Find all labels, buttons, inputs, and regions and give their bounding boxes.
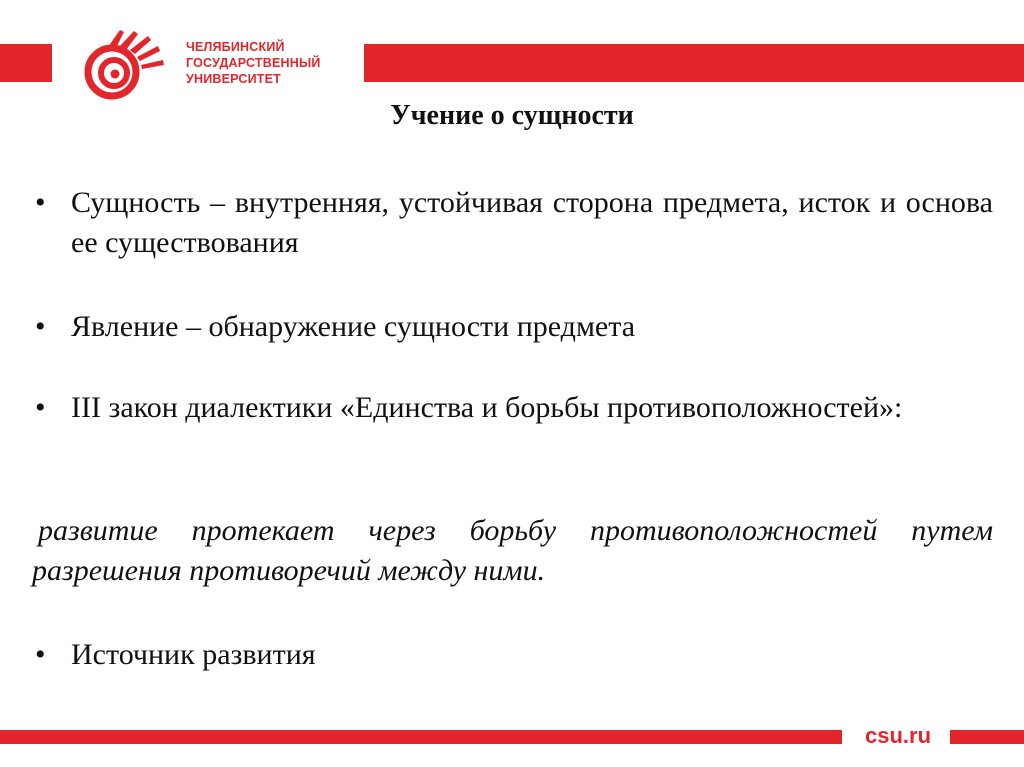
header-bar-left <box>0 44 52 82</box>
bullet-item <box>35 388 993 428</box>
bullet-item <box>35 183 993 263</box>
university-name <box>186 39 321 87</box>
footer-bar-right <box>950 730 1024 744</box>
bullet-text: Явление – обнаружение сущности предмета <box>71 310 636 343</box>
italic-paragraph: развитие протекает через борьбу противоположностей путем разрешения противоречий между ними. <box>32 514 993 587</box>
logo-line-3: УНИВЕРСИТЕТ <box>186 72 281 86</box>
bullet-item <box>35 307 993 347</box>
header-bar-right <box>364 44 1024 82</box>
footer-site-link: csu.ru <box>864 723 932 748</box>
footer-bar-left <box>0 730 842 744</box>
slide-title: Учение о сущности <box>390 100 634 131</box>
bullet-text: III закон диалектики «Единства и борьбы противоположностей»: <box>71 391 903 424</box>
bullet-text: Источник развития <box>71 638 316 671</box>
bullet-icon: • <box>35 186 46 219</box>
university-logo-icon <box>80 30 180 100</box>
bullet-item <box>35 635 993 675</box>
bullet-icon: • <box>35 391 46 424</box>
logo-line-2: ГОСУДАРСТВЕННЫЙ <box>186 56 321 70</box>
bullet-icon: • <box>35 310 46 343</box>
bullet-text: Сущность – внутренняя, устойчивая сторона предмета, исток и основа ее существования <box>71 186 993 259</box>
bullet-icon: • <box>35 638 46 671</box>
logo-line-1: ЧЕЛЯБИНСКИЙ <box>186 40 285 54</box>
